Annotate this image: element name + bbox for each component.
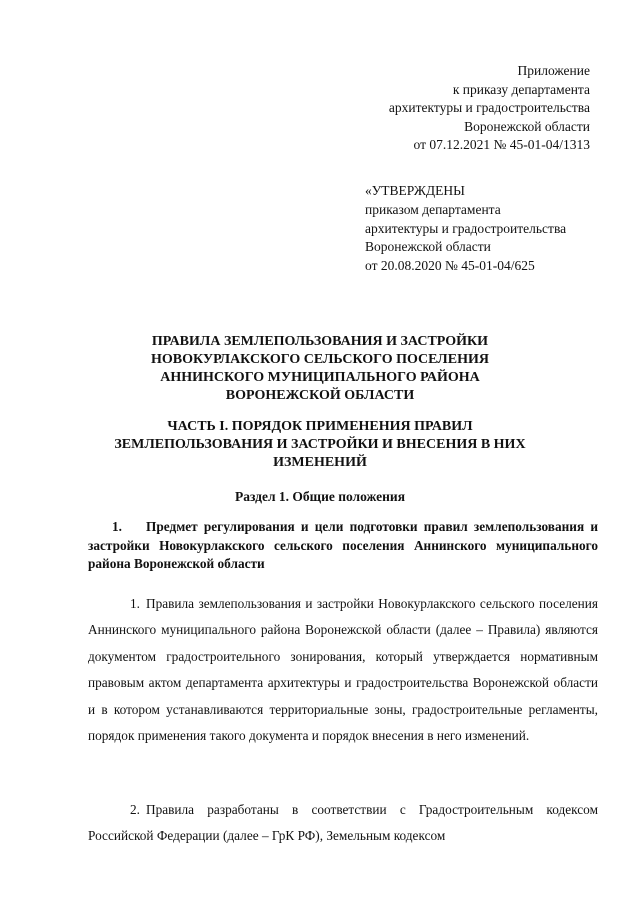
title-line: НОВОКУРЛАКСКОГО СЕЛЬСКОГО ПОСЕЛЕНИЯ	[151, 352, 489, 367]
paragraph-text: Правила землепользования и застройки Новокурлакского сельского поселения Аннинского муниципального района Воронежской области (далее – Правила) являются документом градостроительного зонирования, который утверждается нормативным правовым актом департамента архитектуры и градостроительства Воронежской области и в котором устанавливаются территориальные зоны, градостроительные регламенты, порядок применения такого документа и порядок внесения в него изменений.	[88, 596, 598, 744]
document-title	[60, 333, 580, 405]
approval-line: приказом департамента	[365, 201, 501, 217]
title-line: ВОРОНЕЖСКОЙ ОБЛАСТИ	[225, 388, 415, 403]
appendix-header	[290, 62, 590, 155]
approval-line: Воронежской области	[365, 239, 491, 255]
paragraph	[88, 797, 598, 850]
paragraph	[88, 591, 598, 749]
approval-line: от 20.08.2020 № 45-01-04/625	[365, 258, 535, 274]
title-line: ПРАВИЛА ЗЕМЛЕПОЛЬЗОВАНИЯ И ЗАСТРОЙКИ	[151, 334, 489, 349]
approval-stamp	[365, 182, 605, 276]
appendix-line: архитектуры и градостроительства	[388, 100, 590, 116]
paragraph-number: 1.	[130, 596, 140, 611]
part-heading	[60, 418, 580, 472]
appendix-line: Воронежской области	[464, 118, 590, 134]
approval-line: «УТВЕРЖДЕНЫ	[365, 183, 465, 198]
part-line: ИЗМЕНЕНИЙ	[273, 455, 367, 470]
appendix-line: Приложение	[517, 63, 590, 78]
article-heading-text: Предмет регулирования и цели подготовки правил землепользования и застройки Новокурлакского сельского поселения Аннинского муниципального района Воронежской области	[88, 519, 598, 571]
part-line: ЧАСТЬ I. ПОРЯДОК ПРИМЕНЕНИЯ ПРАВИЛ	[167, 419, 473, 434]
approval-line: архитектуры и градостроительства	[365, 220, 567, 236]
title-line: АННИНСКОГО МУНИЦИПАЛЬНОГО РАЙОНА	[160, 370, 480, 385]
paragraph-text: Правила разработаны в соответствии с Градостроительным кодексом Российской Федерации (далее – ГрК РФ), Земельным кодексом	[88, 802, 598, 844]
appendix-line: к приказу департамента	[452, 81, 590, 97]
article-number: 1.	[112, 519, 122, 534]
article-heading	[88, 518, 598, 574]
part-line: ЗЕМЛЕПОЛЬЗОВАНИЯ И ЗАСТРОЙКИ И ВНЕСЕНИЯ В НИХ	[114, 437, 526, 452]
appendix-line: от 07.12.2021 № 45-01-04/1313	[413, 137, 590, 153]
paragraph-number: 2.	[130, 802, 140, 817]
section-heading: Раздел 1. Общие положения	[234, 489, 406, 504]
